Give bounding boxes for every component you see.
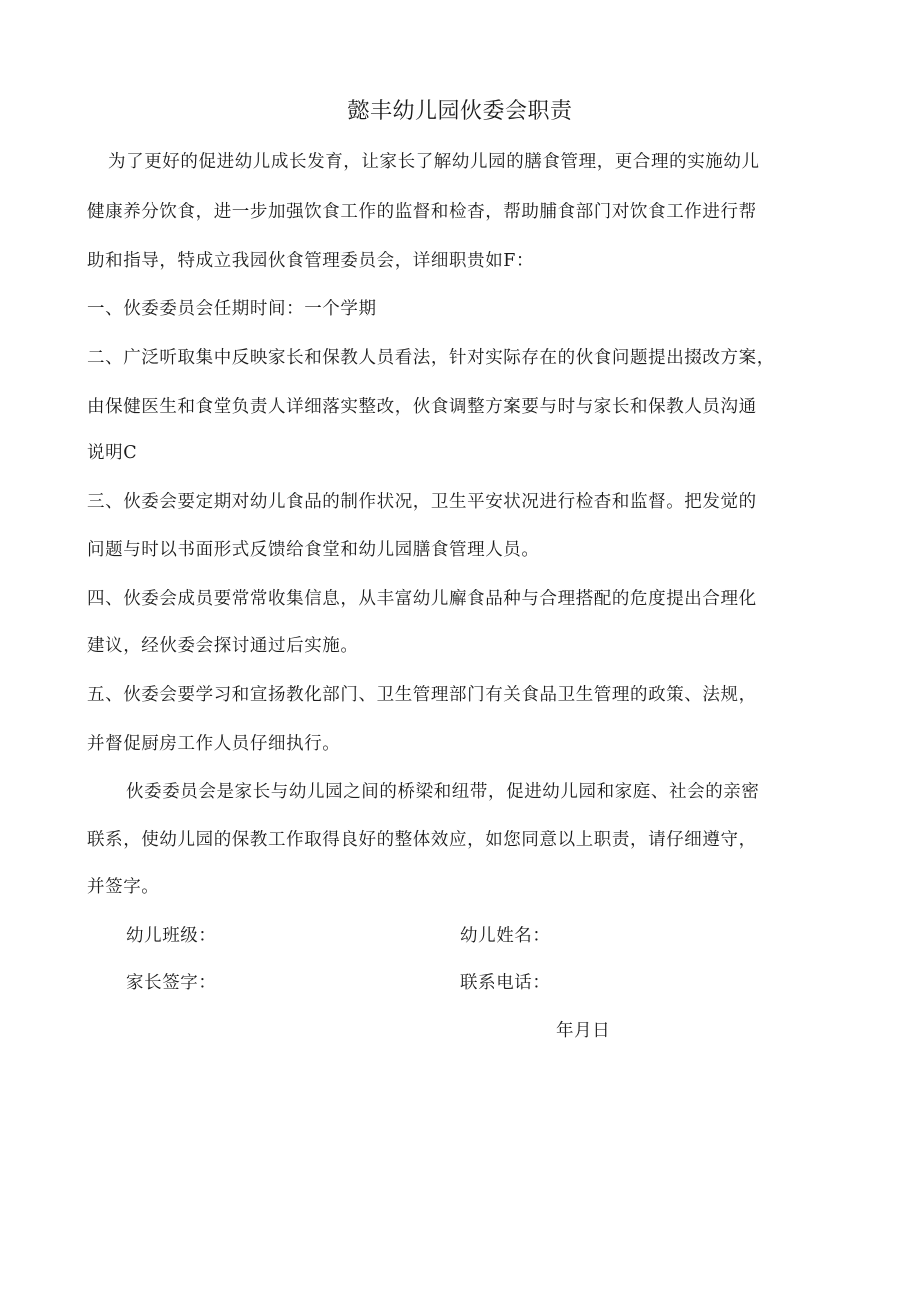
- item-5-line-2: 并督促厨房工作人员仔细执行。: [87, 734, 341, 754]
- class-field-label: 幼儿班级：: [126, 926, 217, 946]
- phone-field-label: 联系电话：: [460, 973, 551, 993]
- document-title: 懿丰幼儿园伙委会职责: [347, 99, 573, 124]
- signature-field-label: 家长签字：: [126, 973, 217, 993]
- closing-line-3: 并签字。: [87, 877, 160, 897]
- item-3-line-2: 问题与时以书面形式反馈给食堂和幼儿园膳食管理人员。: [87, 540, 540, 560]
- intro-line-1: 为了更好的促进幼儿成长发育，让家长了解幼儿园的膳食管理，更合理的实施幼儿: [108, 152, 760, 172]
- item-2-line-2: 由保健医生和食堂负责人详细落实整改，伙食调整方案要与时与家长和保教人员沟通: [87, 397, 757, 417]
- date-field-label: 年月日: [556, 1021, 611, 1041]
- item-3-line-1: 三、伙委会要定期对幼儿食品的制作状况，卫生平安状况进行检杳和监督。把发觉的: [87, 492, 757, 512]
- item-2-line-1: 二、广泛听取集中反映家长和保教人员看法，针对实际存在的伙食问题提出掇改方案，: [87, 348, 775, 368]
- closing-line-1: 伙委委员会是家长与幼儿园之间的桥梁和纽带，促进幼儿园和家庭、社会的亲密: [126, 782, 760, 802]
- name-field-label: 幼儿姓名：: [460, 926, 551, 946]
- item-1-line-1: 一、伙委委员会任期时间：一个学期: [87, 299, 377, 319]
- item-5-line-1: 五、伙委会要学习和宣扬教化部门、卫生管理部门有关食品卫生管理的政策、法规，: [87, 685, 757, 705]
- intro-line-3: 助和指导，特成立我园伙食管理委员会，详细职贵如F：: [87, 251, 535, 271]
- item-4-line-2: 建议，经伙委会探讨通过后实施。: [87, 636, 359, 656]
- intro-line-2: 健康养分饮食，进一步加强饮食工作的监督和检杳，帮助脯食部门对饮食工作进行帮: [87, 202, 757, 222]
- closing-line-2: 联系，使幼儿园的保教工作取得良好的整体效应，如您同意以上职责，请仔细遵守，: [87, 830, 757, 850]
- item-4-line-1: 四、伙委会成员要常常收集信息，从丰富幼儿廨食品种与合理搭配的危度提出合理化: [87, 589, 757, 609]
- item-2-line-3: 说明C: [87, 443, 138, 463]
